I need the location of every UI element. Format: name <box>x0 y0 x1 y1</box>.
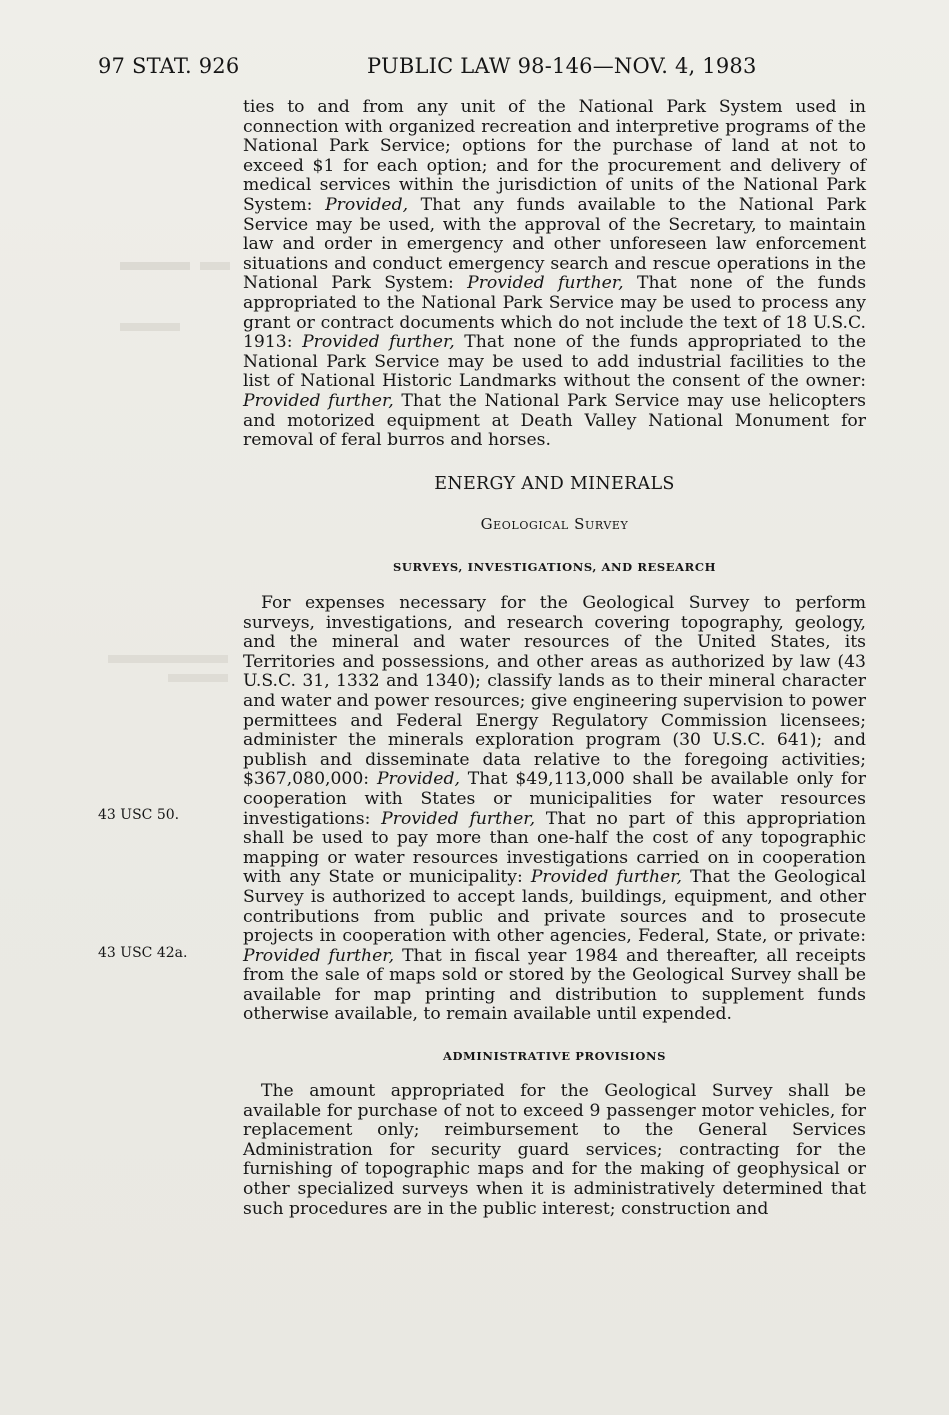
show-through-mark <box>120 323 180 331</box>
show-through-mark <box>168 674 228 682</box>
show-through-mark <box>200 262 230 270</box>
show-through-mark <box>120 262 190 270</box>
paragraph-text: For expenses necessary for the Geological Survey to perform surveys, investigations, and research covering topography, geology, and the mineral and water resources of the United States, its Territories and possessions, and other areas as authorized by law (43 U.S.C. 31, 1332 and 1340); classify lands as to their mineral character and water and power resources; give engineering supervision to power permittees and Federal Energy Regulatory Commission licensees; administer the minerals exploration program (30 U.S.C. 641); and publish and disseminate data relative to the foregoing activities; $367,080,000: <box>243 593 867 790</box>
proviso-italic: Provided, <box>376 769 460 790</box>
paragraph-text: That in fiscal year 1984 and thereafter, all receipts from the sale of maps sold or stored by the Geological Survey shall be available for map printing and distribution to supplement funds otherwise available, to remain available until expended. <box>243 945 866 1025</box>
paragraph-text: That $49,113,000 shall be available only for cooperation with States or municipalities for water resources investigations: <box>243 769 866 829</box>
paragraph-text: That none of the funds appropriated to the National Park Service may be used to add industrial facilities to the list of National Historic Landmarks without the consent of the owner: <box>243 332 866 392</box>
national-park-paragraph <box>243 98 866 451</box>
proviso-italic: Provided further, <box>243 945 395 966</box>
title-heading: ENERGY AND MINERALS <box>434 474 675 494</box>
paragraph-text: That the Geological Survey is authorized to accept lands, buildings, equipment, and other contributions from public and private sources and to prosecute projects in cooperation with other agencies, Federal, State, or private: <box>243 867 866 947</box>
surveys-paragraph <box>243 594 866 1025</box>
paragraph-text: That none of the funds appropriated to the National Park Service may be used to process any grant or contract documents which do not include the text of 18 U.S.C. 1913: <box>243 273 867 353</box>
law-title-header: PUBLIC LAW 98-146—NOV. 4, 1983 <box>367 54 757 78</box>
paragraph-text: ties to and from any unit of the National Park System used in connection with organized recreation and interpretive programs of the National Park Service; options for the purchase of land at not to exceed $1 for each option; and for the procurement and delivery of medical services within the jurisdiction of units of the National Park System: <box>243 97 866 215</box>
subsection-heading: SURVEYS, INVESTIGATIONS, AND RESEARCH <box>392 560 717 574</box>
subsection-heading: ADMINISTRATIVE PROVISIONS <box>442 1049 667 1063</box>
paragraph-text: That the National Park Service may use helicopters and motorized equipment at Death Valley National Monument for removal of feral burros and horses. <box>243 390 866 451</box>
paragraph-text: The amount appropriated for the Geological Survey shall be available for purchase of not to exceed 9 passenger motor vehicles, for replacement only; reimbursement to the General Services Administration for security guard services; contracting for the furnishing of topographic maps and for the making of geophysical or other specialized surveys when it is administratively determined that such procedures are in the public interest; construction and <box>243 1081 866 1219</box>
administrative-provisions-paragraph <box>243 1082 866 1219</box>
stat-page-number: 97 STAT. 926 <box>98 54 240 78</box>
proviso-italic: Provided, <box>325 194 409 215</box>
margin-citation: 43 USC 42a. <box>98 945 188 961</box>
margin-citation: 43 USC 50. <box>98 807 180 823</box>
show-through-mark <box>108 655 228 663</box>
proviso-italic: Provided further, <box>381 808 536 829</box>
proviso-italic: Provided further, <box>302 332 455 353</box>
proviso-italic: Provided further, <box>243 390 394 411</box>
paragraph-text: That no part of this appropriation shall be used to pay more than one-half the cost of any topographic mapping or water resources investigations carried on in cooperation with any State or municipality: <box>243 808 866 888</box>
proviso-italic: Provided further, <box>467 273 624 294</box>
agency-heading: Geological Survey <box>480 515 629 533</box>
paragraph-text: That any funds available to the National Park Service may be used, with the approval of the Secretary, to maintain law and order in emergency and other unforeseen law enforcement situations and conduct emergency search and rescue operations in the National Park System: <box>243 194 866 294</box>
proviso-italic: Provided further, <box>530 867 682 888</box>
